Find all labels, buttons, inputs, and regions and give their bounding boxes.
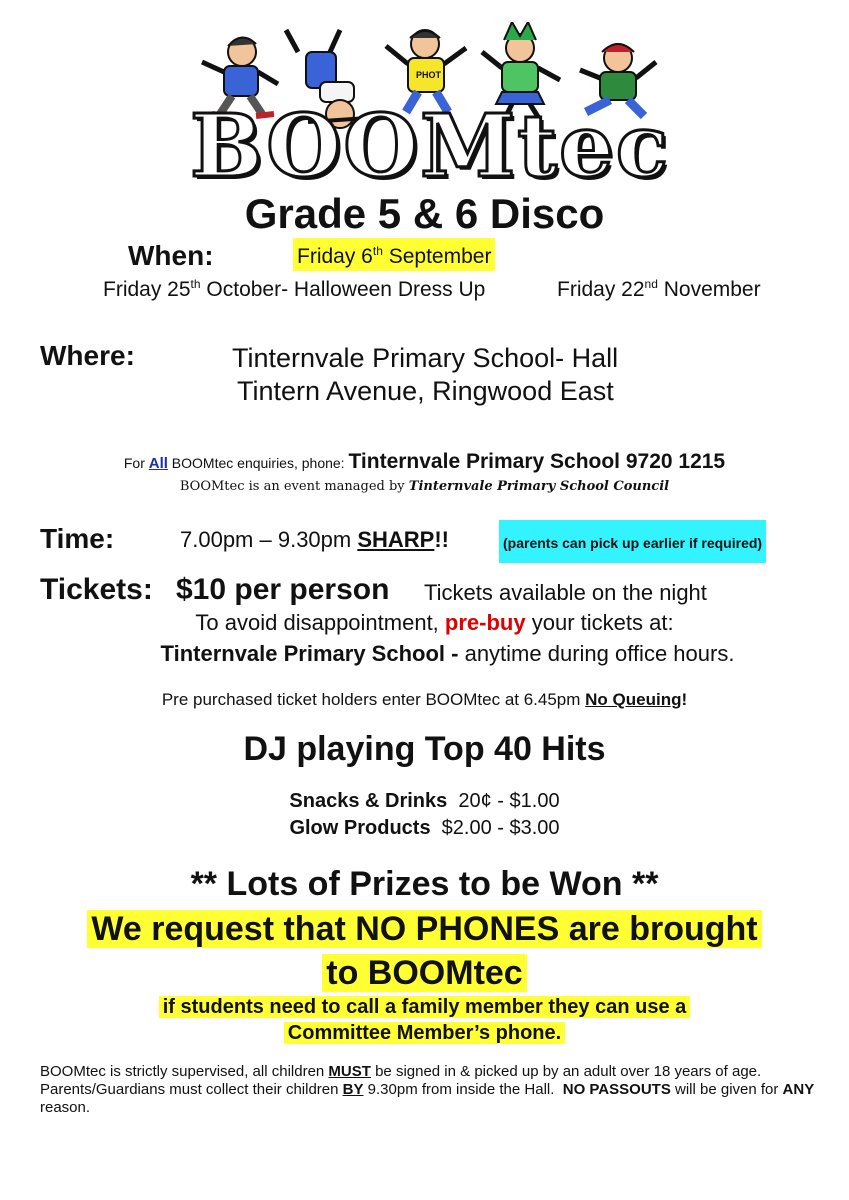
call-family-line-2: Committee Member’s phone. bbox=[284, 1022, 565, 1044]
enquiry-line: For All BOOMtec enquiries, phone: Tinternvale Primary School 9720 1215 bbox=[123, 450, 726, 473]
glow-price-line: Glow Products $2.00 - $3.00 bbox=[289, 817, 560, 839]
ticket-price: $10 per person bbox=[176, 573, 390, 606]
time-label: Time: bbox=[40, 523, 115, 554]
call-family-notice bbox=[0, 994, 849, 1046]
where-venue: Tinternvale Primary School- Hall bbox=[232, 343, 619, 373]
supervision-footer bbox=[40, 1063, 820, 1117]
when-date-1: Friday 6th September bbox=[293, 238, 495, 271]
dj-heading: DJ playing Top 40 Hits bbox=[243, 730, 606, 768]
all-link[interactable]: All bbox=[148, 455, 168, 472]
no-phones-notice bbox=[0, 907, 849, 995]
ticket-outlet-line: Tinternvale Primary School - anytime during office hours. bbox=[160, 641, 735, 666]
footer-paragraph-2: Parents/Guardians must collect their children BY 9.30pm from inside the Hall. NO PASSOUTS will be given for ANY reason. bbox=[40, 1081, 815, 1116]
managed-by-line: BOOMtec is an event managed by Tinternvale Primary School Council bbox=[179, 479, 670, 494]
call-family-line-1: if students need to call a family member they can use a bbox=[159, 996, 691, 1018]
no-phones-line-2: to BOOMtec bbox=[322, 954, 526, 992]
enquiry-contact: Tinternvale Primary School 9720 1215 bbox=[348, 450, 726, 473]
where-address: Tintern Avenue, Ringwood East bbox=[237, 376, 614, 406]
snacks-price-line: Snacks & Drinks 20¢ - $1.00 bbox=[289, 790, 560, 812]
when-label: When: bbox=[128, 240, 214, 271]
time-value: 7.00pm – 9.30pm SHARP!! bbox=[180, 527, 450, 552]
tickets-on-night: Tickets available on the night bbox=[424, 580, 707, 605]
boomtec-logo-wordmark: BOOMtec bbox=[190, 96, 671, 197]
prepurchased-line: Pre purchased ticket holders enter BOOMtec at 6.45pm No Queuing! bbox=[161, 690, 688, 709]
pickup-note: (parents can pick up earlier if required) bbox=[499, 520, 766, 563]
tickets-label: Tickets: bbox=[40, 573, 153, 606]
prizes-heading: ** Lots of Prizes to be Won ** bbox=[190, 865, 659, 903]
no-phones-line-1: We request that NO PHONES are brought bbox=[87, 910, 761, 948]
shirt-text: PHOT bbox=[416, 70, 442, 80]
when-date-2: Friday 25th October- Halloween Dress Up bbox=[103, 277, 486, 301]
footer-paragraph-1: BOOMtec is strictly supervised, all children MUST be signed in & picked up by an adult over 18 years of age. bbox=[40, 1063, 762, 1080]
page-title: Grade 5 & 6 Disco bbox=[244, 190, 605, 237]
prebuy-line: To avoid disappointment, pre-buy your tickets at: bbox=[195, 610, 674, 635]
where-label: Where: bbox=[40, 340, 135, 371]
when-date-3: Friday 22nd November bbox=[557, 277, 761, 301]
